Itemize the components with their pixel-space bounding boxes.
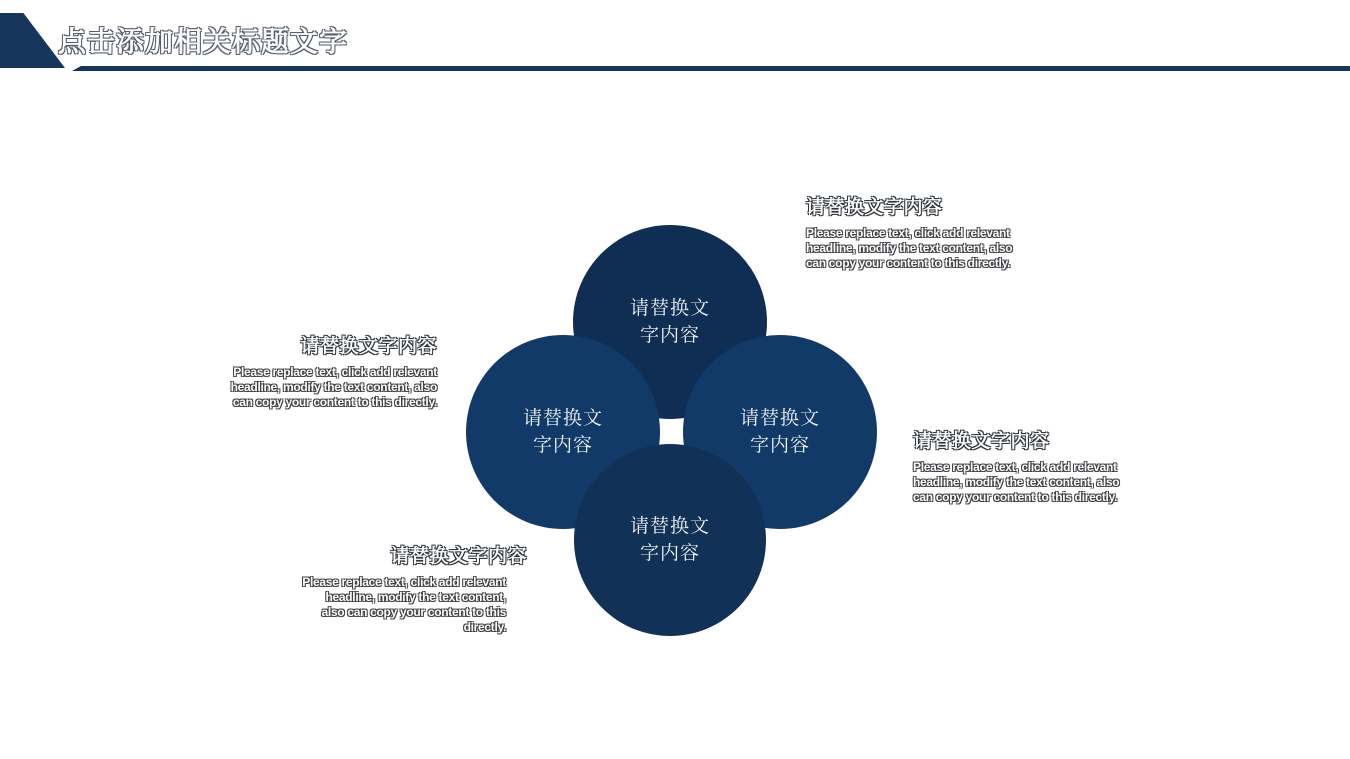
callout-body-line: Please replace text, click add relevant	[302, 575, 506, 589]
circle-bottom[interactable]	[574, 444, 766, 636]
callout-left-middle-body	[157, 365, 437, 410]
callout-right-middle-body	[913, 460, 1119, 505]
callout-body-line: directly.	[463, 620, 506, 634]
callout-body-line: Please replace text, click add relevant	[233, 365, 437, 379]
circle-right-label	[740, 405, 820, 459]
callout-top-right-heading: 请替换文字内容	[806, 197, 943, 218]
circle-top-label	[630, 295, 710, 349]
circle-bottom-label-line2: 字内容	[639, 543, 700, 564]
callout-top-right-body	[806, 226, 1012, 271]
header-corner-shape	[0, 13, 65, 68]
circle-right-label-line2: 字内容	[749, 435, 810, 456]
callout-left-middle[interactable]	[157, 331, 437, 410]
circle-left-label	[523, 405, 603, 459]
callout-body-line: headline, modify the text content,	[325, 590, 506, 604]
callout-body-line: also can copy your content to this	[321, 605, 506, 619]
callout-body-line: headline, modify the text content, also	[230, 380, 437, 394]
circle-right-label-line1: 请替换文	[739, 408, 820, 429]
slide-title[interactable]: 点击添加相关标题文字	[58, 26, 349, 57]
circle-left-label-line2: 字内容	[532, 435, 593, 456]
circle-top-label-line2: 字内容	[639, 325, 700, 346]
callout-body-line: Please replace text, click add relevant	[806, 226, 1010, 240]
callout-body-line: can copy your content to this directly.	[806, 256, 1011, 270]
circle-bottom-label-line1: 请替换文	[629, 516, 710, 537]
callout-right-middle-heading: 请替换文字内容	[913, 431, 1050, 452]
callout-body-line: Please replace text, click add relevant	[913, 460, 1117, 474]
callout-body-line: can copy your content to this directly.	[232, 395, 437, 409]
callout-top-right[interactable]	[806, 192, 1012, 271]
circle-top-label-line1: 请替换文	[629, 298, 710, 319]
callout-left-middle-heading: 请替换文字内容	[300, 336, 437, 357]
callout-right-middle[interactable]	[913, 426, 1119, 505]
circle-bottom-label	[630, 513, 710, 567]
callout-body-line: headline, modify the text content, also	[913, 475, 1120, 489]
callout-bottom-left[interactable]	[247, 541, 527, 635]
callout-bottom-left-body	[247, 575, 527, 635]
callout-body-line: can copy your content to this directly.	[913, 490, 1118, 504]
callout-bottom-left-heading: 请替换文字内容	[390, 546, 527, 567]
circle-left-label-line1: 请替换文	[522, 408, 603, 429]
header-divider-line	[72, 66, 1350, 71]
callout-body-line: headline, modify the text content, also	[806, 241, 1013, 255]
